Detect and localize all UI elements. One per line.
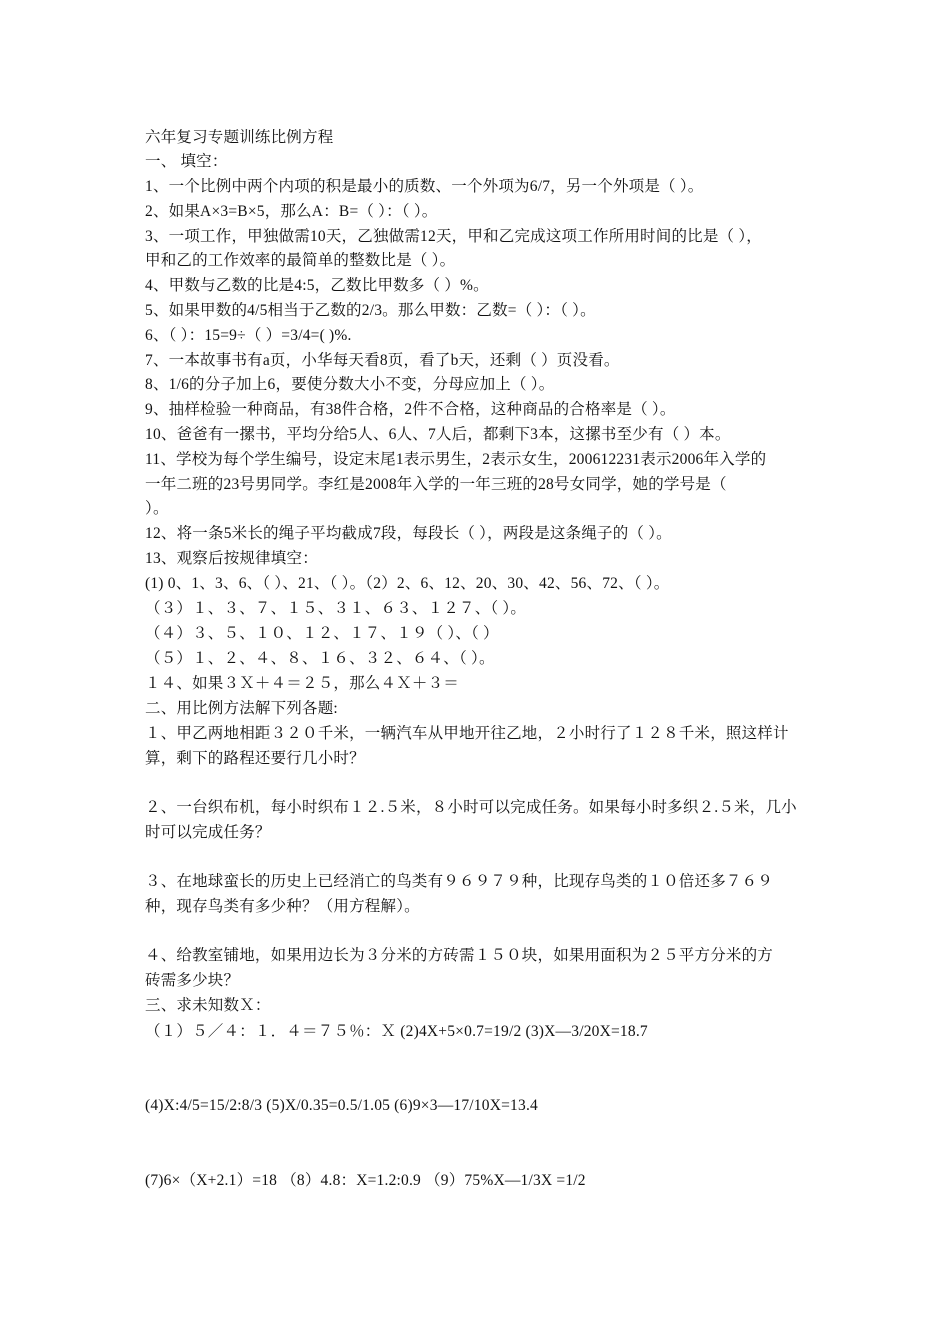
question-item: 甲和乙的工作效率的最简单的整数比是（ ）。	[145, 252, 456, 269]
question-item: 10、爸爸有一摞书，平均分给5人、6人、7人后，都剩下3本，这摞书至少有（ ）本。	[145, 426, 731, 443]
question-item: （３）１、３、７、１５、３１、６３、１２７、（ ）。	[145, 600, 527, 617]
section-heading-solve-x: 三、求未知数Ｘ：	[145, 997, 271, 1014]
section-heading-proportion: 二、用比例方法解下列各题:	[145, 700, 338, 717]
document-title: 六年复习专题训练比例方程	[145, 129, 334, 146]
word-problem: 时可以完成任务？	[145, 824, 271, 841]
equation-row: （１）５／４：１．４＝７５％：Ｘ (2)4X+5×0.7=19/2 (3)X—3/20X=18.7	[145, 1023, 648, 1040]
question-item: （４）３、５、１０、１２、１７、１９（ ）、（ ）	[145, 625, 499, 642]
question-item: 13、观察后按规律填空：	[145, 550, 318, 567]
question-item: （５）１、２、４、８、１６、３２、６４、（ ）。	[145, 650, 495, 667]
question-item: 8、1/6的分子加上6，要使分数大小不变，分母应加上（ ）。	[145, 376, 555, 393]
equation-row: (4)X:4/5=15/2:8/3 (5)X/0.35=0.5/1.05 (6)9×3—17/10X=13.4	[145, 1097, 538, 1114]
word-problem: １、甲乙两地相距３２０千米，一辆汽车从甲地开往乙地，２小时行了１２８千米，照这样计	[145, 725, 789, 742]
word-problem: ２、一台织布机，每小时织布１２.５米，８小时可以完成任务。如果每小时多织２.５米，几小	[145, 799, 797, 816]
question-item: 1、一个比例中两个内项的积是最小的质数、一个外项为6/7，另一个外项是（ ）。	[145, 178, 704, 195]
question-item: １４、如果３Ｘ＋４＝２５，那么４Ｘ＋３＝	[145, 675, 460, 692]
question-item: (1) 0、1、3、6、（ ）、21、（ ）。（2）2、6、12、20、30、42、56、72、（ ）。	[145, 575, 670, 592]
question-item: 7、一本故事书有a页，小华每天看8页，看了b天，还剩（ ）页没看。	[145, 352, 620, 369]
section-heading-fill-blanks: 一、 填空：	[145, 153, 228, 170]
question-item: 6、（ ）：15=9÷（ ）=3/4=( )%.	[145, 327, 352, 344]
question-item: 3、一项工作，甲独做需10天，乙独做需12天，甲和乙完成这项工作所用时间的比是（ ），	[145, 228, 762, 245]
question-item: 9、抽样检验一种商品，有38件合格，2件不合格，这种商品的合格率是（ ）。	[145, 401, 676, 418]
equation-row: (7)6×（X+2.1）=18 （8）4.8：X=1.2:0.9 （9）75%X—1/3X =1/2	[145, 1172, 586, 1189]
question-item: 4、甲数与乙数的比是4:5，乙数比甲数多（ ）%。	[145, 277, 489, 294]
question-item: 11、学校为每个学生编号，设定末尾1表示男生，2表示女生，200612231表示2006年入学的	[145, 451, 767, 468]
word-problem: ４、给教室铺地，如果用边长为３分米的方砖需１５０块，如果用面积为２５平方分米的方	[145, 947, 774, 964]
question-item: 2、如果A×3=B×5，那么A：B=（ ）：（ ）。	[145, 203, 438, 220]
question-item: 一年二班的23号男同学。李红是2008年入学的一年三班的28号女同学，她的学号是（	[145, 476, 727, 493]
word-problem: ３、在地球蛮长的历史上已经消亡的鸟类有９６９７９种，比现存鸟类的１０倍还多７６９	[145, 873, 774, 890]
question-item: 12、将一条5米长的绳子平均截成7段，每段长（ ），两段是这条绳子的（ ）。	[145, 525, 672, 542]
word-problem: 算，剩下的路程还要行几小时？	[145, 750, 365, 767]
word-problem: 种，现存鸟类有多少种？（用方程解）。	[145, 898, 420, 915]
word-problem: 砖需多少块？	[145, 972, 240, 989]
question-item: ）。	[145, 500, 169, 517]
question-item: 5、如果甲数的4/5相当于乙数的2/3。那么甲数：乙数=（ ）：（ ）。	[145, 302, 596, 319]
